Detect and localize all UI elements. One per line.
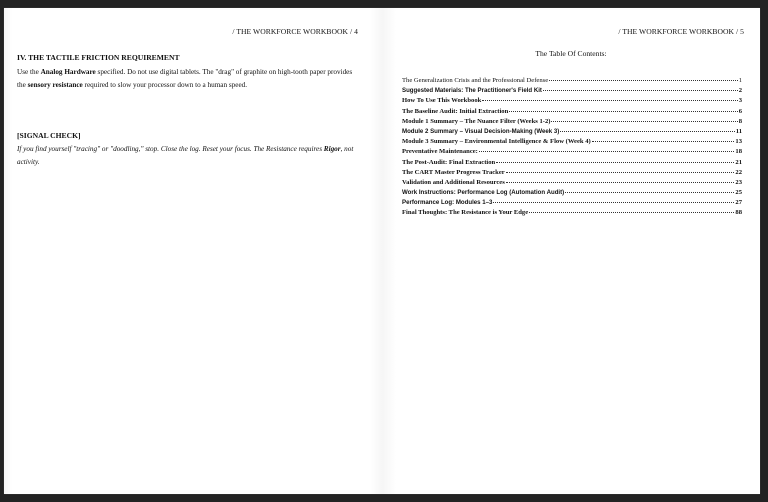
toc-entry[interactable]: [402, 189, 742, 199]
dot-leader: [506, 169, 735, 173]
page-5[interactable]: [382, 8, 760, 494]
dot-leader: [493, 199, 734, 203]
toc-entry-title: The Post-Audit: Final Extraction: [402, 158, 496, 166]
toc-entry[interactable]: [402, 209, 742, 219]
text: If you find yourself "tracing" or "doodling," stop. Close the log. Reset your focus. The Resistance requires: [17, 145, 324, 153]
toc-entry-page: 3: [738, 97, 742, 105]
dot-leader: [551, 118, 737, 122]
toc-entry[interactable]: [402, 97, 742, 107]
toc-entry-title: Preventative Maintenance:: [402, 148, 478, 156]
table-of-contents: [402, 77, 742, 220]
dot-leader: [509, 108, 737, 112]
toc-entry[interactable]: [402, 108, 742, 118]
dot-leader: [560, 128, 735, 132]
dot-leader: [479, 148, 735, 152]
toc-entry-page: 25: [735, 189, 742, 197]
dot-leader: [592, 138, 735, 142]
toc-entry[interactable]: [402, 159, 742, 169]
toc-entry[interactable]: [402, 138, 742, 148]
dot-leader: [549, 77, 738, 81]
toc-entry-page: 8: [738, 117, 742, 125]
toc-entry-page: 88: [735, 209, 742, 217]
toc-entry[interactable]: [402, 77, 742, 87]
running-head: / THE WORKFORCE WORKBOOK / 4: [232, 27, 358, 36]
toc-entry-page: 18: [735, 148, 742, 156]
toc-entry-page: 11: [735, 127, 742, 135]
toc-entry-title: Suggested Materials: The Practitioner's Field Kit: [402, 87, 542, 95]
dot-leader: [506, 179, 735, 183]
text: Use the: [17, 68, 41, 76]
toc-entry-page: 21: [735, 158, 742, 166]
toc-entry-page: 1: [738, 77, 742, 84]
page-4[interactable]: [4, 8, 382, 494]
toc-entry-title: Module 1 Summary – The Nuance Filter (Weeks 1-2): [402, 117, 551, 125]
toc-entry-page: 27: [735, 199, 742, 207]
toc-entry-title: Module 2 Summary – Visual Decision-Making (Week 3): [402, 127, 560, 135]
toc-entry-title: The Baseline Audit: Initial Extraction: [402, 107, 509, 115]
text: specified. Do not use digital tablets. The "drag" of graphite on high-tooth paper provides the: [17, 68, 353, 89]
body-paragraph: [17, 66, 357, 92]
dot-leader: [565, 189, 734, 193]
toc-entry-page: 2: [738, 87, 742, 95]
page-edge-shadow: [4, 8, 12, 494]
toc-entry-page: 23: [735, 178, 742, 186]
toc-entry-title: How To Use This Workbook: [402, 97, 482, 105]
emphasis-sensory-resistance: sensory resistance: [27, 81, 83, 89]
gutter-shadow: [382, 8, 396, 494]
dot-leader: [482, 97, 737, 101]
signal-check-title: [SIGNAL CHECK]: [17, 131, 81, 140]
gutter-shadow: [370, 8, 382, 494]
toc-entry-title: The CART Master Progress Tracker: [402, 168, 505, 176]
signal-check-text: [17, 143, 357, 169]
toc-entry[interactable]: [402, 199, 742, 209]
dot-leader: [496, 159, 734, 163]
toc-entry[interactable]: [402, 128, 742, 138]
toc-entry-title: Module 3 Summary – Environmental Intelligence & Flow (Week 4): [402, 138, 591, 146]
toc-title: The Table Of Contents:: [535, 49, 607, 58]
toc-entry-title: Performance Log: Modules 1–3: [402, 199, 493, 207]
toc-entry-title: Validation and Additional Resources: [402, 178, 505, 186]
emphasis-rigor: Rigor: [323, 145, 341, 153]
page-spread: [4, 8, 760, 494]
section-title: IV. THE TACTILE FRICTION REQUIREMENT: [17, 53, 180, 62]
toc-entry[interactable]: [402, 179, 742, 189]
toc-entry-page: 6: [738, 107, 742, 115]
toc-entry-page: 22: [735, 168, 742, 176]
toc-entry-title: Work Instructions: Performance Log (Automation Audit): [402, 189, 565, 197]
text: required to slow your processor down to a human speed.: [82, 81, 248, 89]
toc-entry[interactable]: [402, 87, 742, 97]
dot-leader: [529, 209, 734, 213]
dot-leader: [543, 87, 738, 91]
running-head: / THE WORKFORCE WORKBOOK / 5: [618, 27, 744, 36]
toc-entry[interactable]: [402, 118, 742, 128]
text: , not activity.: [17, 145, 354, 166]
toc-entry-title: The Generalization Crisis and the Professional Defense: [402, 77, 549, 84]
toc-entry-title: Final Thoughts: The Resistance is Your Edge: [402, 209, 529, 217]
toc-entry[interactable]: [402, 169, 742, 179]
toc-entry[interactable]: [402, 148, 742, 158]
toc-entry-page: 13: [735, 138, 742, 146]
emphasis-analog-hardware: Analog Hardware: [40, 68, 96, 76]
